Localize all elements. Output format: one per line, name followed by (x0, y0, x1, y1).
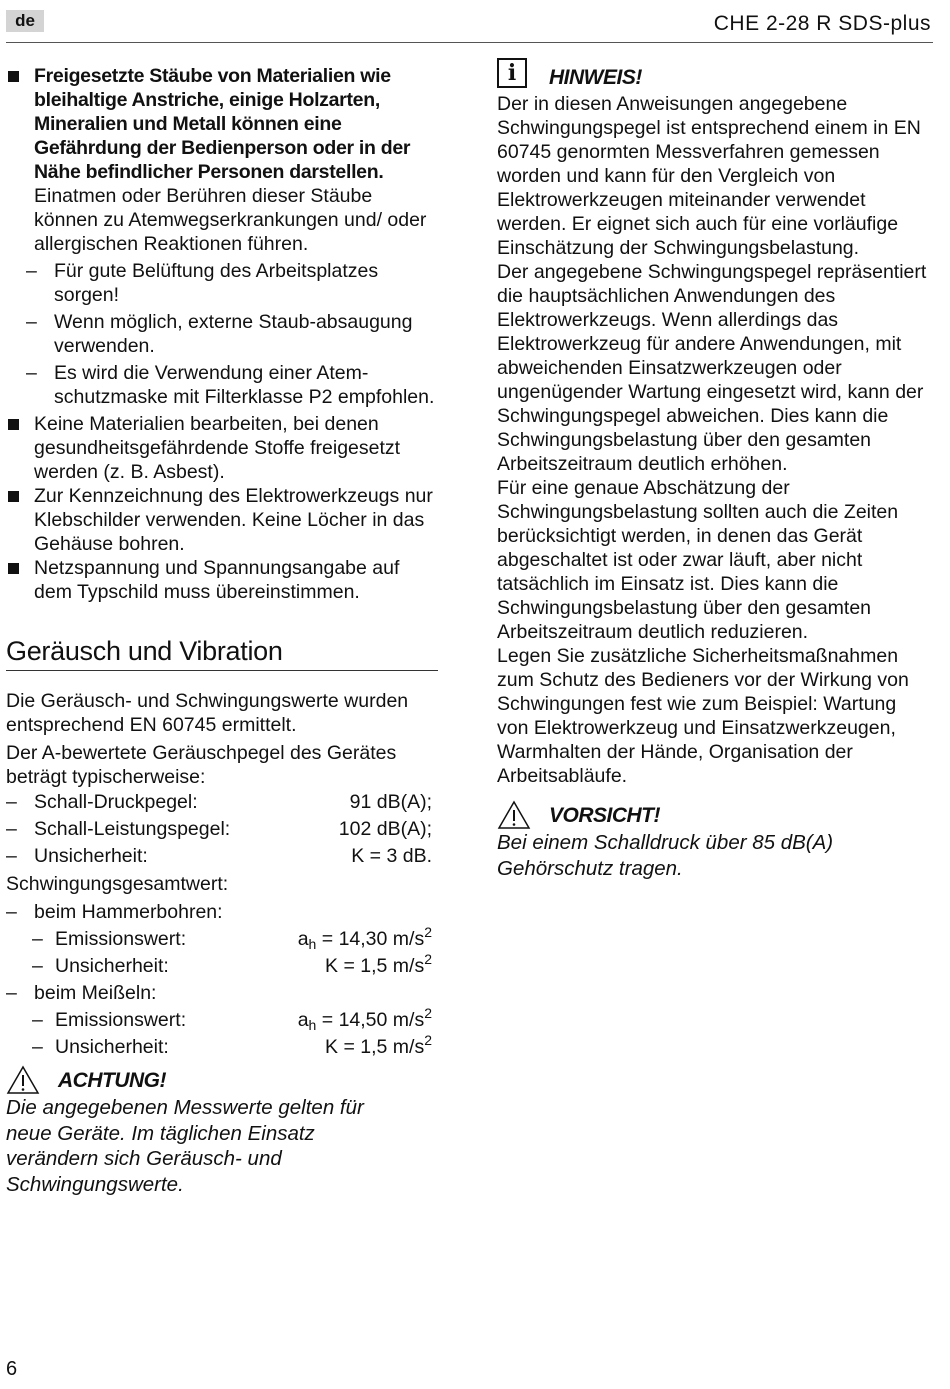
noise-row-power (6, 816, 438, 843)
dust-warning-text: Einatmen oder Berühren dieser Stäube können zu Atemwegserkrankungen und/ oder allergischen Reaktionen führen. (34, 185, 427, 255)
page-header (6, 10, 933, 43)
noise-value: 91 dB(A); (349, 791, 432, 813)
dust-bullet (6, 64, 438, 256)
extraction-item: – Wenn möglich, externe Staub-absaugung verwenden. (6, 310, 438, 358)
hint-paragraph-1: Der in diesen Anweisungen angegebene Schwingungspegel ist entsprechend einem in EN 60745 genormten Messverfahren gemessen worden und kann für den Vergleich von Elektrowerkzeugen miteinander verwendet werden. Er eignet sich auch für eine vorläufige Einschätzung der Schwingungsbelastung. (497, 93, 921, 259)
hint-title: HINWEIS! (549, 66, 642, 89)
voltage-bullet: Netzspannung und Spannungsangabe auf dem Typschild muss übereinstimmen. (6, 556, 438, 604)
hint-paragraph-2: Der angegebene Schwingungspegel repräsentiert die hauptsächlichen Anwendungen des Elektrowerkzeugs. Wenn allerdings das Elektrowerkzeug für andere Anwendungen, mit abweichenden Einsatzwerkzeugen oder ungenügender Wartung eingesetzt wird, kann der Schwingungspegel abweichen. Dies kann die Schwingungsbelastung über den gesamten Arbeitszeitraum deutlich erhöhen. (497, 261, 927, 475)
emission-value: $a_h = 14,30$ $m/s^2$ (297, 924, 432, 952)
noise-label: Schall-Leistungspegel: (34, 818, 231, 840)
vibration-title: Schwingungsgesamtwert: (6, 873, 229, 895)
labels-bullet: Zur Kennzeichnung des Elektrowerkzeugs nur Klebschilder verwenden. Keine Löcher in das Gehäuse bohren. (6, 484, 438, 556)
section-heading: Geräusch und Vibration (6, 634, 438, 671)
noise-label: Schall-Druckpegel: (34, 791, 198, 813)
uncertainty-label: Unsicherheit: (55, 1036, 169, 1058)
caution-title: VORSICHT! (549, 804, 660, 827)
hammer-emission-row (6, 926, 438, 953)
caution-heading (497, 802, 929, 830)
hint-paragraph-3: Für eine genaue Abschätzung der Schwingungsbelastung sollten auch die Zeiten berücksichtigt werden, in denen das Gerät abgeschaltet ist oder zwar läuft, aber nicht tatsächlich im Einsatz ist. Dies kann die Schwingungsbelastung über den gesamten Arbeitszeitraum deutlich reduzieren. (497, 477, 899, 643)
emission-label: Emissionswert: (55, 928, 187, 950)
uncertainty-value: K = 1,5 $m/s^2$ (325, 1032, 432, 1058)
caution-text: Bei einem Schalldruck über 85 dB(A) Gehörschutz tragen. (497, 831, 834, 880)
chiselling-label: – beim Meißeln: (6, 980, 438, 1007)
hammer-drilling-label: – beim Hammerbohren: (6, 899, 438, 926)
noise-value: 102 dB(A); (338, 818, 432, 840)
warning-triangle-icon (497, 800, 531, 830)
hint-paragraph-4: Legen Sie zusätzliche Sicherheitsmaßnahmen zum Schutz des Bedieners vor der Wirkung von Schwingungen fest wie zum Beispiel: Wartung von Elektrowerkzeug und Einsatzwerkzeugen, Warmhalten der Hände, Organisation der Arbeitsabläufe. (497, 645, 909, 787)
noise-value: K = 3 dB. (351, 845, 432, 867)
info-icon: i (497, 58, 527, 88)
asbestos-bullet: Keine Materialien bearbeiten, bei denen gesundheitsgefährdende Stoffe freigesetzt werden (z. B. Asbest). (6, 412, 438, 484)
model-name: CHE 2-28 R SDS-plus (713, 12, 931, 35)
emission-value: $a_h = 14,50$ $m/s^2$ (297, 1005, 432, 1033)
hint-heading (497, 60, 929, 92)
noise-row-uncertainty (6, 843, 438, 870)
warning-triangle-icon (6, 1065, 40, 1095)
chisel-uncertainty-row (6, 1034, 438, 1061)
measurement-paragraph: Die Geräusch- und Schwingungswerte wurden entsprechend EN 60745 ermittelt. (6, 690, 409, 736)
warning-heading (6, 1067, 438, 1095)
respirator-item: – Es wird die Verwendung einer Atem-schutzmaske mit Filterklasse P2 empfohlen. (6, 361, 438, 409)
uncertainty-label: Unsicherheit: (55, 955, 169, 977)
noise-row-pressure (6, 789, 438, 816)
language-tag: de (6, 10, 44, 32)
uncertainty-value: K = 1,5 $m/s^2$ (325, 951, 432, 977)
noise-paragraph: Der A-bewertete Geräuschpegel des Gerätes beträgt typischerweise: (6, 742, 397, 788)
warning-text: Die angegebenen Messwerte gelten für neue Geräte. Im täglichen Einsatz verändern sich Geräusch- und Schwingungswerte. (6, 1096, 364, 1196)
emission-label: Emissionswert: (55, 1009, 187, 1031)
hammer-uncertainty-row (6, 953, 438, 980)
dust-warning-bold: Freigesetzte Stäube von Materialien wie bleihaltige Anstriche, einige Holzarten, Mineralien und Metall können eine Gefährdung der Bedienperson oder in der Nähe befindlicher Personen darstellen. (34, 65, 411, 183)
chisel-emission-row (6, 1007, 438, 1034)
ventilation-item: – Für gute Belüftung des Arbeitsplatzes sorgen! (6, 259, 438, 307)
warning-title: ACHTUNG! (58, 1069, 166, 1092)
page-number: 6 (6, 1358, 18, 1380)
right-column (497, 60, 929, 881)
noise-label: Unsicherheit: (34, 845, 148, 867)
left-column (6, 64, 438, 1197)
